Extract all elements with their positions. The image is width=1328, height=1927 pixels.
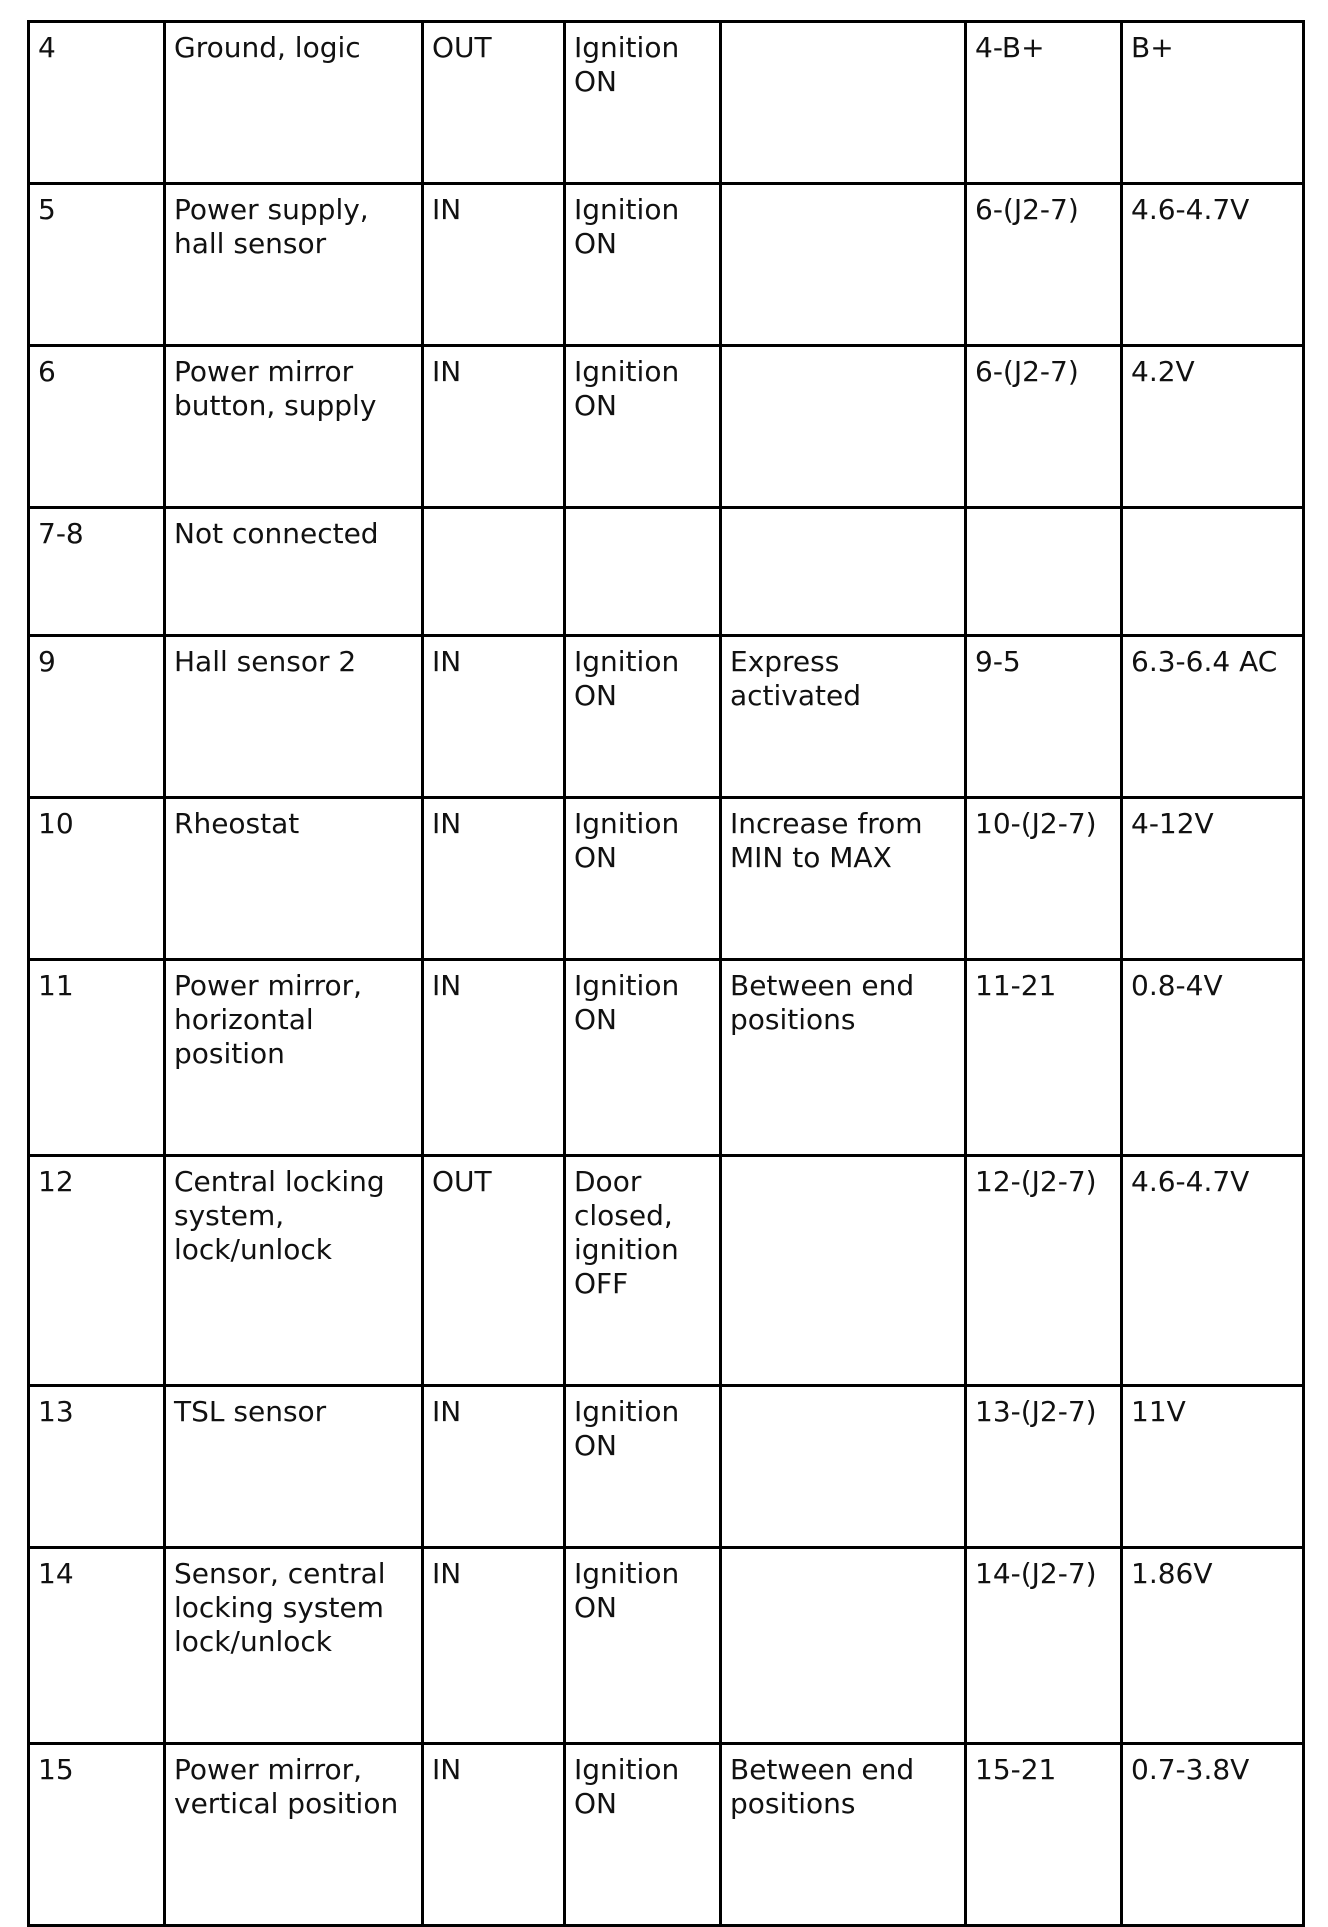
table-row [29,508,1304,636]
value-cell: 4.6-4.7V [1122,1156,1304,1386]
pin-cell: 5 [29,184,165,346]
measure-cell: 13-(J2-7) [966,1386,1122,1548]
table-row [29,184,1304,346]
table-row [29,960,1304,1156]
pin-table [27,20,1305,1927]
measure-cell [966,508,1122,636]
remark-cell: Between end positions [721,960,966,1156]
function-cell: Sensor, central locking system lock/unlock [165,1548,423,1744]
pin-cell: 14 [29,1548,165,1744]
pin-cell: 4 [29,22,165,184]
table-row [29,22,1304,184]
function-cell: Power mirror, vertical position [165,1744,423,1926]
value-cell: 0.8-4V [1122,960,1304,1156]
measure-cell: 14-(J2-7) [966,1548,1122,1744]
remark-cell [721,184,966,346]
measure-cell: 15-21 [966,1744,1122,1926]
table-row [29,636,1304,798]
condition-cell: Ignition ON [565,1548,721,1744]
condition-cell: Ignition ON [565,346,721,508]
remark-cell: Increase from MIN to MAX [721,798,966,960]
condition-cell: Ignition ON [565,1386,721,1548]
pin-cell: 6 [29,346,165,508]
pin-cell: 12 [29,1156,165,1386]
table-row [29,1744,1304,1926]
function-cell: TSL sensor [165,1386,423,1548]
pin-table-body [29,22,1304,1926]
pin-cell: 10 [29,798,165,960]
function-cell: Ground, logic [165,22,423,184]
table-row [29,346,1304,508]
measure-cell: 4-B+ [966,22,1122,184]
condition-cell [565,508,721,636]
value-cell [1122,508,1304,636]
direction-cell: OUT [423,22,565,184]
value-cell: 4.2V [1122,346,1304,508]
condition-cell: Ignition ON [565,960,721,1156]
pin-cell: 15 [29,1744,165,1926]
direction-cell: IN [423,346,565,508]
condition-cell: Ignition ON [565,22,721,184]
table-row [29,798,1304,960]
remark-cell [721,508,966,636]
pin-cell: 13 [29,1386,165,1548]
measure-cell: 6-(J2-7) [966,184,1122,346]
direction-cell: IN [423,1548,565,1744]
pin-cell: 9 [29,636,165,798]
function-cell: Power supply, hall sensor [165,184,423,346]
direction-cell: IN [423,184,565,346]
function-cell: Rheostat [165,798,423,960]
value-cell: 1.86V [1122,1548,1304,1744]
measure-cell: 6-(J2-7) [966,346,1122,508]
condition-cell: Ignition ON [565,184,721,346]
condition-cell: Ignition ON [565,798,721,960]
direction-cell: OUT [423,1156,565,1386]
direction-cell: IN [423,636,565,798]
measure-cell: 10-(J2-7) [966,798,1122,960]
value-cell: 4-12V [1122,798,1304,960]
value-cell: 6.3-6.4 AC [1122,636,1304,798]
measure-cell: 11-21 [966,960,1122,1156]
table-row [29,1548,1304,1744]
condition-cell: Ignition ON [565,636,721,798]
remark-cell [721,346,966,508]
function-cell: Power mirror button, supply [165,346,423,508]
remark-cell [721,22,966,184]
measure-cell: 9-5 [966,636,1122,798]
function-cell: Power mirror, horizontal position [165,960,423,1156]
remark-cell [721,1548,966,1744]
condition-cell: Door closed, ignition OFF [565,1156,721,1386]
value-cell: 0.7-3.8V [1122,1744,1304,1926]
value-cell: 11V [1122,1386,1304,1548]
table-row [29,1156,1304,1386]
pin-cell: 7-8 [29,508,165,636]
direction-cell: IN [423,1744,565,1926]
measure-cell: 12-(J2-7) [966,1156,1122,1386]
condition-cell: Ignition ON [565,1744,721,1926]
direction-cell: IN [423,1386,565,1548]
direction-cell: IN [423,960,565,1156]
value-cell: 4.6-4.7V [1122,184,1304,346]
direction-cell [423,508,565,636]
function-cell: Not connected [165,508,423,636]
direction-cell: IN [423,798,565,960]
remark-cell [721,1386,966,1548]
table-row [29,1386,1304,1548]
function-cell: Central locking system, lock/unlock [165,1156,423,1386]
remark-cell [721,1156,966,1386]
value-cell: B+ [1122,22,1304,184]
pin-cell: 11 [29,960,165,1156]
function-cell: Hall sensor 2 [165,636,423,798]
remark-cell: Express activated [721,636,966,798]
remark-cell: Between end positions [721,1744,966,1926]
